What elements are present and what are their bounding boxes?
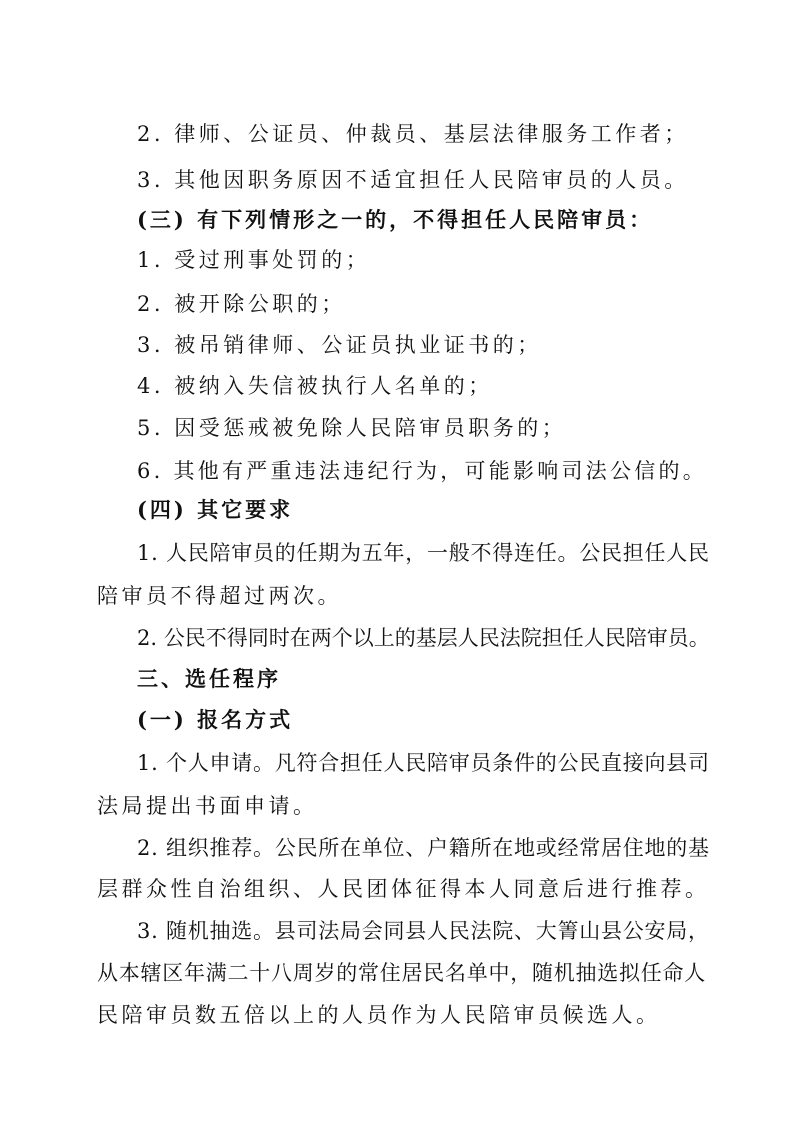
section-subheading: (一) 报名方式 xyxy=(137,707,294,732)
disqualification-item: 6. 其他有严重违法违纪行为，可能影响司法公信的。 xyxy=(137,459,707,483)
qualification-line: 3. 其他因职务原因不适宜担任人民陪审员的人员。 xyxy=(137,168,689,192)
procedure-paragraph: 3. 随机抽选。县司法局会同县人民法院、大箐山县公安局， xyxy=(137,919,710,943)
procedure-paragraph: 2. 组织推荐。公民所在单位、户籍所在地或经常居住地的基 xyxy=(137,836,710,860)
qualification-line: 2. 律师、公证员、仲裁员、基层法律服务工作者； xyxy=(137,122,689,146)
procedure-paragraph-continued: 法局提出书面申请。 xyxy=(97,794,318,818)
requirement-paragraph: 2. 公民不得同时在两个以上的基层人民法院担任人民陪审员。 xyxy=(137,626,710,650)
disqualification-item: 1. 受过刑事处罚的； xyxy=(137,248,371,272)
section-subheading: (三) 有下列情形之一的，不得担任人民陪审员： xyxy=(137,207,654,232)
disqualification-item: 2. 被开除公职的； xyxy=(137,292,346,316)
requirement-paragraph-continued: 陪审员不得超过两次。 xyxy=(97,584,342,608)
disqualification-item: 4. 被纳入失信被执行人名单的； xyxy=(137,374,493,398)
section-subheading: (四) 其它要求 xyxy=(137,497,294,522)
procedure-paragraph-continued: 民陪审员数五倍以上的人员作为人民陪审员候选人。 xyxy=(97,1003,661,1027)
requirement-paragraph: 1. 人民陪审员的任期为五年，一般不得连任。公民担任人民 xyxy=(137,541,710,565)
procedure-paragraph: 1. 个人申请。凡符合担任人民陪审员条件的公民直接向县司 xyxy=(137,751,710,775)
disqualification-item: 3. 被吊销律师、公证员执业证书的； xyxy=(137,333,542,357)
procedure-paragraph-continued: 从本辖区年满二十八周岁的常住居民名单中，随机抽选拟任命人 xyxy=(97,961,706,985)
section-heading: 三、选任程序 xyxy=(137,667,281,691)
procedure-paragraph-continued: 层群众性自治组织、人民团体征得本人同意后进行推荐。 xyxy=(97,877,710,901)
disqualification-item: 5. 因受惩戒被免除人民陪审员职务的； xyxy=(137,416,567,440)
